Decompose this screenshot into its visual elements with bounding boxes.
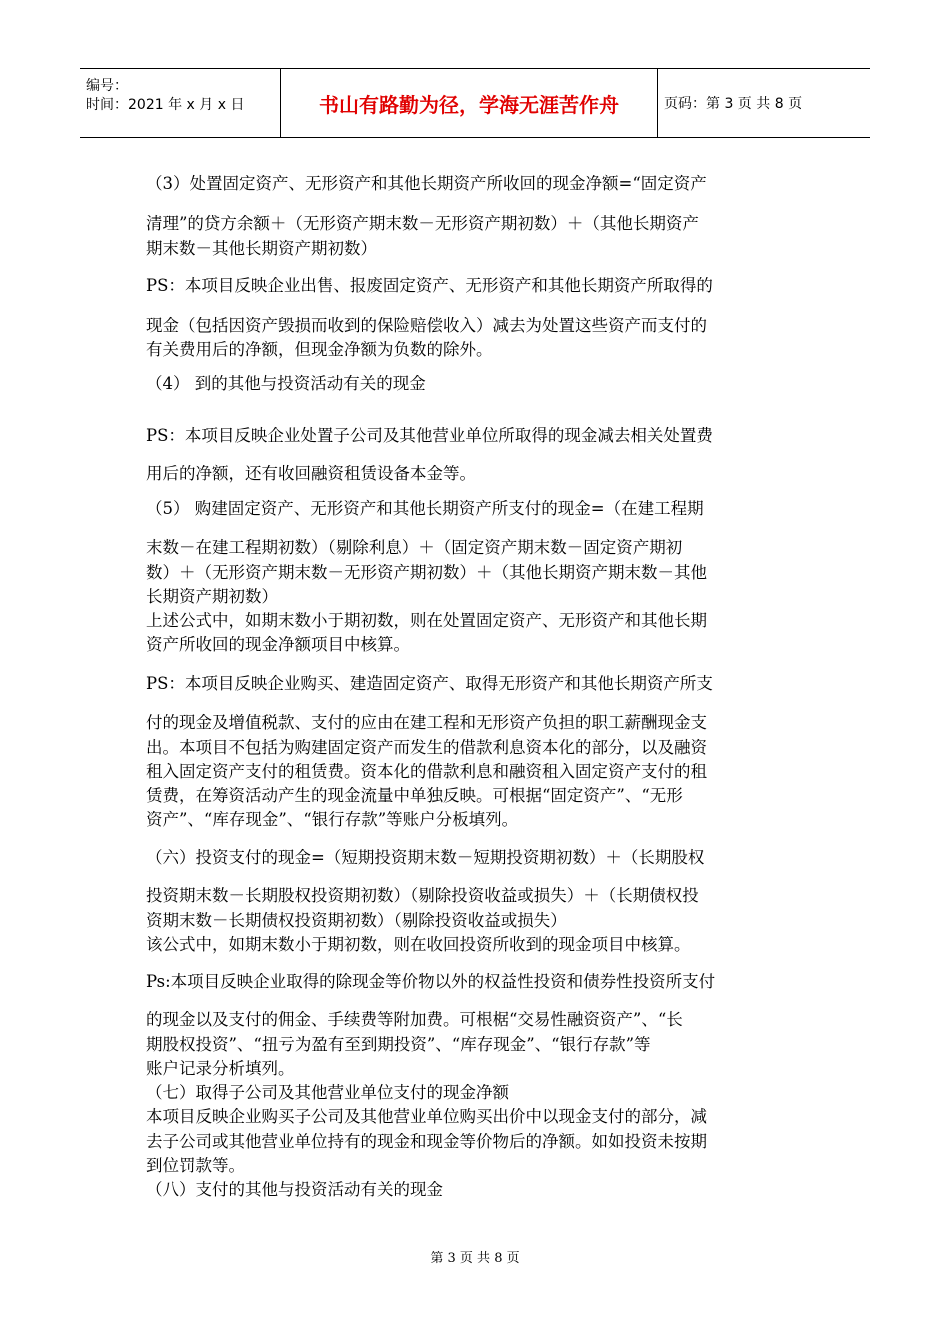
document-number-label: 编号： [86, 78, 128, 94]
body-line: （5） 购建固定资产、无形资产和其他长期资产所支付的现金=（在建工程期 [146, 499, 704, 518]
body-line: 的现金以及支付的佣金、手续费等附加费。可根椐“交易性融资资产”、“长 [146, 1010, 683, 1029]
body-line: PS：本项目反映企业处置子公司及其他营业单位所取得的现金减去相关处置费 [146, 426, 713, 445]
body-line: 本项目反映企业购买子公司及其他营业单位购买出价中以现金支付的部分，减 [146, 1107, 707, 1126]
body-line: 出。本项目不包括为购建固定资产而发生的借款利息资本化的部分，以及融资 [146, 738, 707, 757]
body-line: 期末数－其他长期资产期初数） [146, 239, 377, 258]
body-line: 数）＋（无形资产期末数－无形资产期初数）＋（其他长期资产期末数－其他 [146, 563, 707, 582]
page-code-label: 页码：第 3 页 共 8 页 [664, 96, 803, 112]
body-line: （4） 到的其他与投资活动有关的现金 [146, 374, 426, 393]
body-line: PS：本项目反映企业购买、建造固定资产、取得无形资产和其他长期资产所支 [146, 674, 713, 693]
body-line: PS：本项目反映企业出售、报废固定资产、无形资产和其他长期资产所取得的 [146, 276, 713, 295]
body-line: 去子公司或其他营业单位持有的现金和现金等价物后的净额。如如投资未按期 [146, 1132, 707, 1151]
body-line: 该公式中，如期末数小于期初数，则在收回投资所收到的现金项目中核算。 [146, 935, 691, 954]
body-line: （3）处置固定资产、无形资产和其他长期资产所收回的现金净额=“固定资产 [146, 174, 707, 193]
body-line: 账户记录分析填列。 [146, 1059, 295, 1078]
body-line: 上述公式中，如期末数小于期初数，则在处置固定资产、无形资产和其他长期 [146, 611, 707, 630]
body-line: 末数－在建工程期初数）（剔除利息）＋（固定资产期末数－固定资产期初 [146, 538, 683, 557]
body-line: 租入固定资产支付的租赁费。资本化的借款利息和融资租入固定资产支付的租 [146, 762, 707, 781]
page-footer: 第 3 页 共 8 页 [430, 1251, 520, 1266]
body-line: 资产所收回的现金净额项目中核算。 [146, 635, 410, 654]
body-line: 投资期末数－长期股权投资期初数）（剔除投资收益或损失）＋（长期债权投 [146, 886, 699, 905]
body-line: 用后的净额，还有收回融资租赁设备本金等。 [146, 464, 476, 483]
body-line: （六）投资支付的现金=（短期投资期末数－短期投资期初数）＋（长期股权 [146, 848, 705, 867]
body-line: Ps:本项目反映企业取得的除现金等价物以外的权益性投资和债券性投资所支付 [146, 972, 716, 991]
body-line: 付的现金及增值税款、支付的应由在建工程和无形资产负担的职工薪酬现金支 [146, 713, 707, 732]
body-line: 期股权投资”、“扭亏为盈有至到期投资”、“库存现金”、“银行存款”等 [146, 1035, 651, 1054]
body-line: 现金（包括因资产毁损而收到的保险赔偿收入）减去为处置这些资产而支付的 [146, 316, 707, 335]
body-line: 资产”、“库存现金”、“银行存款”等账户分板填列。 [146, 810, 519, 829]
body-line: 到位罚款等。 [146, 1156, 245, 1175]
motto-text: 书山有路勤为径，学海无涯苦作舟 [319, 92, 619, 117]
body-line: （八）支付的其他与投资活动有关的现金 [146, 1180, 443, 1199]
body-line: 清理”的贷方余额＋（无形资产期末数－无形资产期初数）＋（其他长期资产 [146, 214, 699, 233]
body-line: 长期资产期初数） [146, 587, 278, 606]
body-line: 资期末数－长期债权投资期初数）（剔除投资收益或损失） [146, 911, 567, 930]
body-line: 赁费，在筹资活动产生的现金流量中单独反映。可根据“固定资产”、“无形 [146, 786, 683, 805]
body-line: 有关费用后的净额，但现金净额为负数的除外。 [146, 340, 493, 359]
document-time-label: 时间：2021 年 x 月 x 日 [86, 97, 245, 113]
body-line: （七）取得子公司及其他营业单位支付的现金净额 [146, 1083, 509, 1102]
